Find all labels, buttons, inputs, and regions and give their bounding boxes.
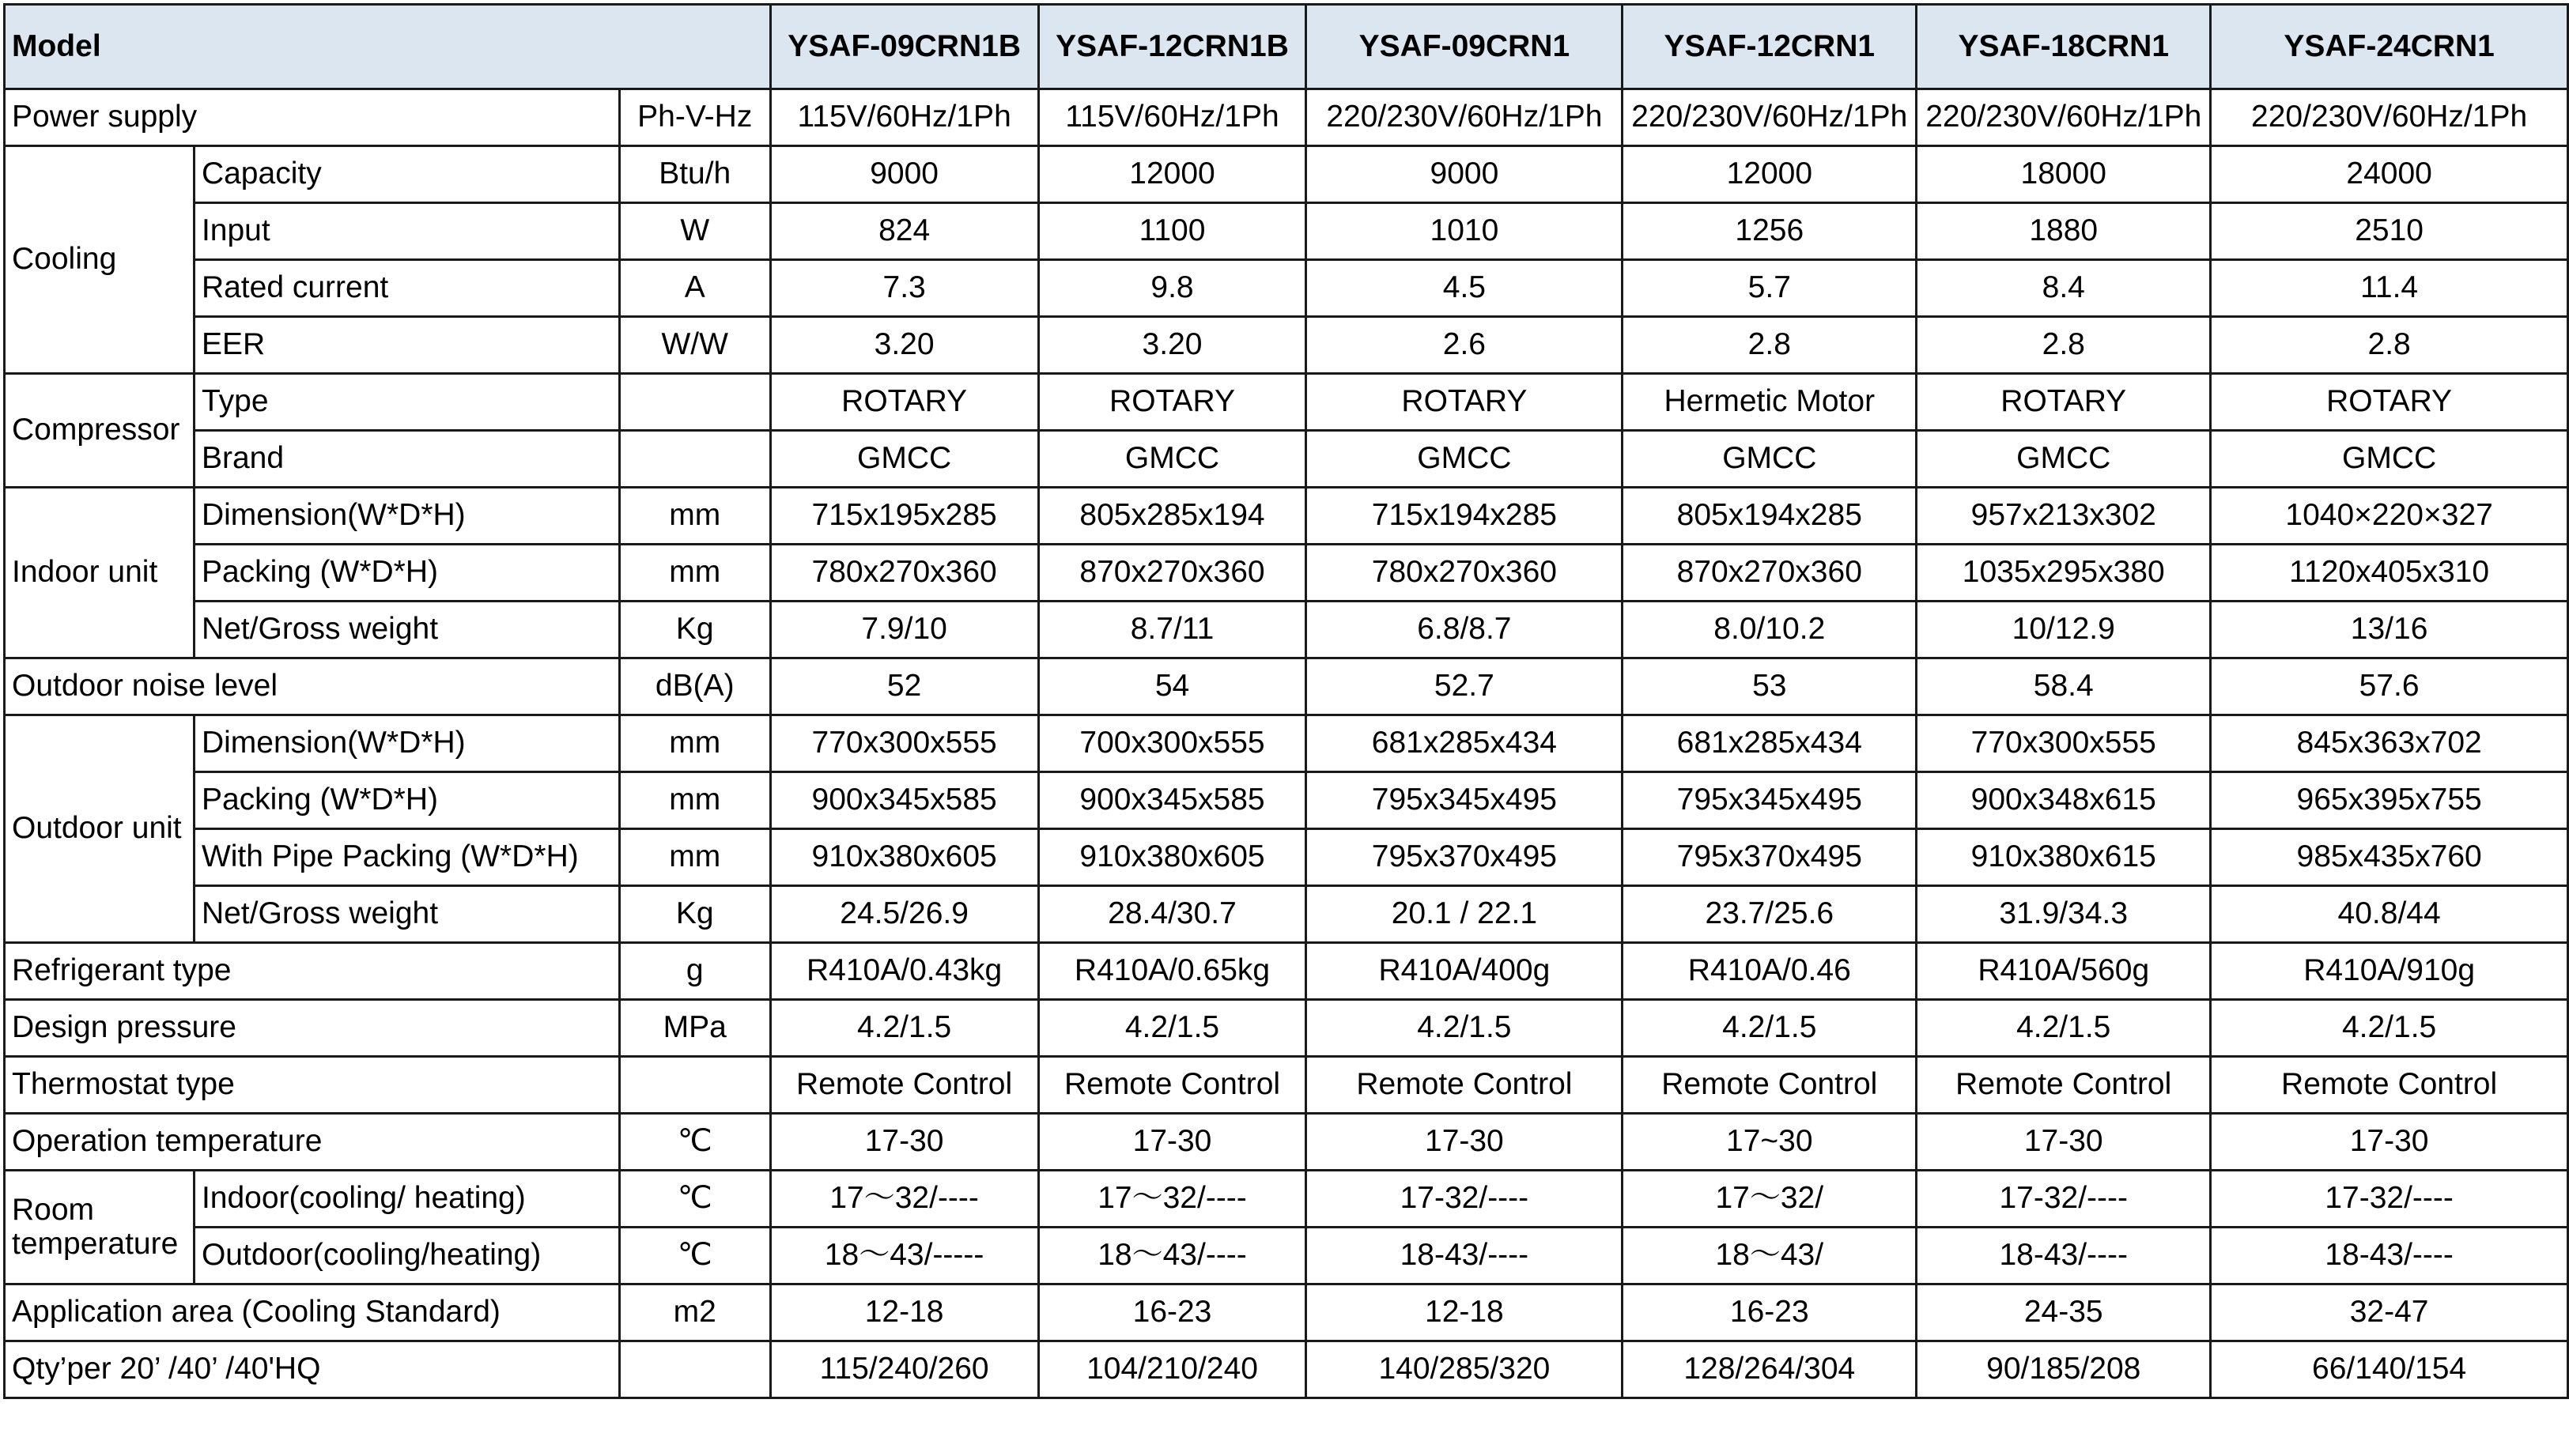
spec-row — [5, 317, 2568, 374]
row-label: Type — [194, 374, 619, 431]
spec-row — [5, 943, 2568, 1000]
value-cell: 18-43/---- — [1917, 1228, 2211, 1284]
spec-table — [3, 3, 2569, 1399]
unit-cell: Kg — [619, 886, 770, 943]
unit-cell: mm — [619, 488, 770, 545]
value-cell: 770x300x555 — [1917, 715, 2211, 772]
value-cell: 5.7 — [1623, 260, 1917, 317]
row-label: Design pressure — [5, 1000, 620, 1057]
value-cell: 52.7 — [1306, 658, 1623, 715]
value-cell: 18～43/---- — [1038, 1228, 1306, 1284]
value-cell: 53 — [1623, 658, 1917, 715]
value-cell: 10/12.9 — [1917, 602, 2211, 658]
unit-cell: mm — [619, 829, 770, 886]
value-cell: 4.5 — [1306, 260, 1623, 317]
value-cell: 8.4 — [1917, 260, 2211, 317]
spec-row — [5, 203, 2568, 260]
model-header: YSAF-09CRN1B — [770, 5, 1038, 89]
value-cell: GMCC — [2211, 431, 2568, 488]
value-cell: 910x380x615 — [1917, 829, 2211, 886]
value-cell: 18-43/---- — [2211, 1228, 2568, 1284]
value-cell: 1256 — [1623, 203, 1917, 260]
value-cell: 115/240/260 — [770, 1341, 1038, 1398]
value-cell: 845x363x702 — [2211, 715, 2568, 772]
row-label: Net/Gross weight — [194, 602, 619, 658]
spec-row — [5, 89, 2568, 146]
value-cell: 2.8 — [1623, 317, 1917, 374]
value-cell: 910x380x605 — [1038, 829, 1306, 886]
spec-row — [5, 1341, 2568, 1398]
value-cell: 3.20 — [770, 317, 1038, 374]
value-cell: 1100 — [1038, 203, 1306, 260]
value-cell: 12000 — [1623, 146, 1917, 203]
row-label: Operation temperature — [5, 1114, 620, 1171]
value-cell: 2.8 — [2211, 317, 2568, 374]
value-cell: 870x270x360 — [1038, 545, 1306, 602]
value-cell: 58.4 — [1917, 658, 2211, 715]
value-cell: 31.9/34.3 — [1917, 886, 2211, 943]
value-cell: 9.8 — [1038, 260, 1306, 317]
value-cell: 23.7/25.6 — [1623, 886, 1917, 943]
value-cell: ROTARY — [770, 374, 1038, 431]
value-cell: 795x345x495 — [1306, 772, 1623, 829]
value-cell: 17-30 — [1917, 1114, 2211, 1171]
spec-row — [5, 829, 2568, 886]
value-cell: 681x285x434 — [1623, 715, 1917, 772]
value-cell: 700x300x555 — [1038, 715, 1306, 772]
value-cell: 28.4/30.7 — [1038, 886, 1306, 943]
value-cell: 18-43/---- — [1306, 1228, 1623, 1284]
value-cell: 910x380x605 — [770, 829, 1038, 886]
value-cell: 7.3 — [770, 260, 1038, 317]
value-cell: 985x435x760 — [2211, 829, 2568, 886]
unit-cell: A — [619, 260, 770, 317]
group-label: Room temperature — [5, 1171, 195, 1284]
row-label: Input — [194, 203, 619, 260]
unit-cell: ℃ — [619, 1228, 770, 1284]
value-cell: 13/16 — [2211, 602, 2568, 658]
row-label: Capacity — [194, 146, 619, 203]
value-cell: 1880 — [1917, 203, 2211, 260]
unit-cell: mm — [619, 545, 770, 602]
spec-row — [5, 431, 2568, 488]
row-label: Refrigerant type — [5, 943, 620, 1000]
model-header: YSAF-18CRN1 — [1917, 5, 2211, 89]
value-cell: 715x195x285 — [770, 488, 1038, 545]
value-cell: 115V/60Hz/1Ph — [770, 89, 1038, 146]
unit-cell — [619, 431, 770, 488]
value-cell: 12000 — [1038, 146, 1306, 203]
value-cell: 780x270x360 — [770, 545, 1038, 602]
spec-row — [5, 602, 2568, 658]
value-cell: 6.8/8.7 — [1306, 602, 1623, 658]
row-label: Power supply — [5, 89, 620, 146]
value-cell: 20.1 / 22.1 — [1306, 886, 1623, 943]
value-cell: 4.2/1.5 — [2211, 1000, 2568, 1057]
value-cell: 66/140/154 — [2211, 1341, 2568, 1398]
unit-cell: Ph-V-Hz — [619, 89, 770, 146]
value-cell: 824 — [770, 203, 1038, 260]
unit-cell: Kg — [619, 602, 770, 658]
value-cell: 681x285x434 — [1306, 715, 1623, 772]
value-cell: 11.4 — [2211, 260, 2568, 317]
row-label: Outdoor(cooling/heating) — [194, 1228, 619, 1284]
unit-cell — [619, 374, 770, 431]
value-cell: 17-30 — [1038, 1114, 1306, 1171]
value-cell: 4.2/1.5 — [1623, 1000, 1917, 1057]
value-cell: 9000 — [1306, 146, 1623, 203]
value-cell: Remote Control — [1623, 1057, 1917, 1114]
value-cell: 795x345x495 — [1623, 772, 1917, 829]
value-cell: 17-32/---- — [1917, 1171, 2211, 1228]
unit-cell: ℃ — [619, 1114, 770, 1171]
spec-row — [5, 1114, 2568, 1171]
value-cell: Remote Control — [1917, 1057, 2211, 1114]
value-cell: GMCC — [1306, 431, 1623, 488]
value-cell: 17-30 — [2211, 1114, 2568, 1171]
value-cell: 128/264/304 — [1623, 1341, 1917, 1398]
value-cell: 1010 — [1306, 203, 1623, 260]
spec-row — [5, 1057, 2568, 1114]
value-cell: 104/210/240 — [1038, 1341, 1306, 1398]
spec-row — [5, 886, 2568, 943]
unit-cell — [619, 1057, 770, 1114]
value-cell: Remote Control — [1306, 1057, 1623, 1114]
value-cell: 220/230V/60Hz/1Ph — [1306, 89, 1623, 146]
unit-cell: ℃ — [619, 1171, 770, 1228]
row-label: Packing (W*D*H) — [194, 772, 619, 829]
value-cell: Remote Control — [2211, 1057, 2568, 1114]
value-cell: 795x370x495 — [1623, 829, 1917, 886]
value-cell: 24000 — [2211, 146, 2568, 203]
value-cell: 805x285x194 — [1038, 488, 1306, 545]
value-cell: 140/285/320 — [1306, 1341, 1623, 1398]
value-cell: 17-30 — [770, 1114, 1038, 1171]
row-label: Dimension(W*D*H) — [194, 715, 619, 772]
value-cell: 900x348x615 — [1917, 772, 2211, 829]
row-label: Application area (Cooling Standard) — [5, 1284, 620, 1341]
model-header: YSAF-24CRN1 — [2211, 5, 2568, 89]
unit-cell: g — [619, 943, 770, 1000]
value-cell: 17-32/---- — [1306, 1171, 1623, 1228]
value-cell: 24.5/26.9 — [770, 886, 1038, 943]
row-label: Net/Gross weight — [194, 886, 619, 943]
header-row — [5, 5, 2568, 89]
value-cell: 32-47 — [2211, 1284, 2568, 1341]
value-cell: 17-30 — [1306, 1114, 1623, 1171]
value-cell: 4.2/1.5 — [770, 1000, 1038, 1057]
spec-row — [5, 260, 2568, 317]
value-cell: 715x194x285 — [1306, 488, 1623, 545]
model-header: YSAF-12CRN1 — [1623, 5, 1917, 89]
unit-cell: dB(A) — [619, 658, 770, 715]
value-cell: 8.0/10.2 — [1623, 602, 1917, 658]
value-cell: 870x270x360 — [1623, 545, 1917, 602]
spec-row — [5, 715, 2568, 772]
value-cell: 8.7/11 — [1038, 602, 1306, 658]
value-cell: R410A/0.46 — [1623, 943, 1917, 1000]
value-cell: 900x345x585 — [770, 772, 1038, 829]
value-cell: ROTARY — [1917, 374, 2211, 431]
value-cell: 18～43/----- — [770, 1228, 1038, 1284]
model-header: YSAF-12CRN1B — [1038, 5, 1306, 89]
value-cell: 18～43/ — [1623, 1228, 1917, 1284]
spec-row — [5, 488, 2568, 545]
value-cell: 7.9/10 — [770, 602, 1038, 658]
value-cell: 957x213x302 — [1917, 488, 2211, 545]
row-label: Dimension(W*D*H) — [194, 488, 619, 545]
unit-cell — [619, 1341, 770, 1398]
value-cell: 17~30 — [1623, 1114, 1917, 1171]
value-cell: 1040×220×327 — [2211, 488, 2568, 545]
spec-row — [5, 374, 2568, 431]
row-label: Packing (W*D*H) — [194, 545, 619, 602]
row-label: EER — [194, 317, 619, 374]
value-cell: ROTARY — [2211, 374, 2568, 431]
unit-cell: mm — [619, 772, 770, 829]
spec-row — [5, 146, 2568, 203]
value-cell: 90/185/208 — [1917, 1341, 2211, 1398]
group-label: Indoor unit — [5, 488, 195, 658]
group-label: Outdoor unit — [5, 715, 195, 943]
value-cell: 770x300x555 — [770, 715, 1038, 772]
value-cell: ROTARY — [1038, 374, 1306, 431]
value-cell: 54 — [1038, 658, 1306, 715]
value-cell: 17～32/ — [1623, 1171, 1917, 1228]
value-cell: 220/230V/60Hz/1Ph — [1623, 89, 1917, 146]
value-cell: GMCC — [1917, 431, 2211, 488]
value-cell: 9000 — [770, 146, 1038, 203]
value-cell: 12-18 — [1306, 1284, 1623, 1341]
value-cell: 4.2/1.5 — [1306, 1000, 1623, 1057]
value-cell: 17～32/---- — [770, 1171, 1038, 1228]
unit-cell: Btu/h — [619, 146, 770, 203]
value-cell: 57.6 — [2211, 658, 2568, 715]
value-cell: ROTARY — [1306, 374, 1623, 431]
value-cell: 17～32/---- — [1038, 1171, 1306, 1228]
value-cell: 3.20 — [1038, 317, 1306, 374]
spec-row — [5, 772, 2568, 829]
value-cell: R410A/0.65kg — [1038, 943, 1306, 1000]
value-cell: 2510 — [2211, 203, 2568, 260]
value-cell: 24-35 — [1917, 1284, 2211, 1341]
value-cell: 1035x295x380 — [1917, 545, 2211, 602]
row-label: Rated current — [194, 260, 619, 317]
unit-cell: mm — [619, 715, 770, 772]
spec-row — [5, 658, 2568, 715]
row-label: Outdoor noise level — [5, 658, 620, 715]
value-cell: 965x395x755 — [2211, 772, 2568, 829]
value-cell: 12-18 — [770, 1284, 1038, 1341]
spec-row — [5, 1284, 2568, 1341]
value-cell: 4.2/1.5 — [1917, 1000, 2211, 1057]
value-cell: 2.6 — [1306, 317, 1623, 374]
value-cell: GMCC — [770, 431, 1038, 488]
value-cell: 16-23 — [1623, 1284, 1917, 1341]
value-cell: 900x345x585 — [1038, 772, 1306, 829]
value-cell: R410A/560g — [1917, 943, 2211, 1000]
spec-row — [5, 1000, 2568, 1057]
value-cell: Remote Control — [770, 1057, 1038, 1114]
value-cell: 52 — [770, 658, 1038, 715]
group-label: Cooling — [5, 146, 195, 374]
row-label: Brand — [194, 431, 619, 488]
row-label: Qty’per 20’ /40’ /40'HQ — [5, 1341, 620, 1398]
row-label: With Pipe Packing (W*D*H) — [194, 829, 619, 886]
unit-cell: m2 — [619, 1284, 770, 1341]
spec-row — [5, 1228, 2568, 1284]
row-label: Indoor(cooling/ heating) — [194, 1171, 619, 1228]
model-header-label: Model — [5, 5, 771, 89]
value-cell: 2.8 — [1917, 317, 2211, 374]
value-cell: R410A/0.43kg — [770, 943, 1038, 1000]
value-cell: R410A/400g — [1306, 943, 1623, 1000]
row-label: Thermostat type — [5, 1057, 620, 1114]
value-cell: 780x270x360 — [1306, 545, 1623, 602]
spec-row — [5, 545, 2568, 602]
spec-row — [5, 1171, 2568, 1228]
group-label: Compressor — [5, 374, 195, 488]
unit-cell: W — [619, 203, 770, 260]
value-cell: 1120x405x310 — [2211, 545, 2568, 602]
value-cell: 220/230V/60Hz/1Ph — [2211, 89, 2568, 146]
model-header: YSAF-09CRN1 — [1306, 5, 1623, 89]
value-cell: 805x194x285 — [1623, 488, 1917, 545]
value-cell: 4.2/1.5 — [1038, 1000, 1306, 1057]
value-cell: 17-32/---- — [2211, 1171, 2568, 1228]
value-cell: 16-23 — [1038, 1284, 1306, 1341]
value-cell: 795x370x495 — [1306, 829, 1623, 886]
value-cell: GMCC — [1038, 431, 1306, 488]
unit-cell: W/W — [619, 317, 770, 374]
value-cell: 220/230V/60Hz/1Ph — [1917, 89, 2211, 146]
value-cell: R410A/910g — [2211, 943, 2568, 1000]
value-cell: Hermetic Motor — [1623, 374, 1917, 431]
value-cell: 18000 — [1917, 146, 2211, 203]
value-cell: GMCC — [1623, 431, 1917, 488]
value-cell: 115V/60Hz/1Ph — [1038, 89, 1306, 146]
unit-cell: MPa — [619, 1000, 770, 1057]
value-cell: 40.8/44 — [2211, 886, 2568, 943]
value-cell: Remote Control — [1038, 1057, 1306, 1114]
